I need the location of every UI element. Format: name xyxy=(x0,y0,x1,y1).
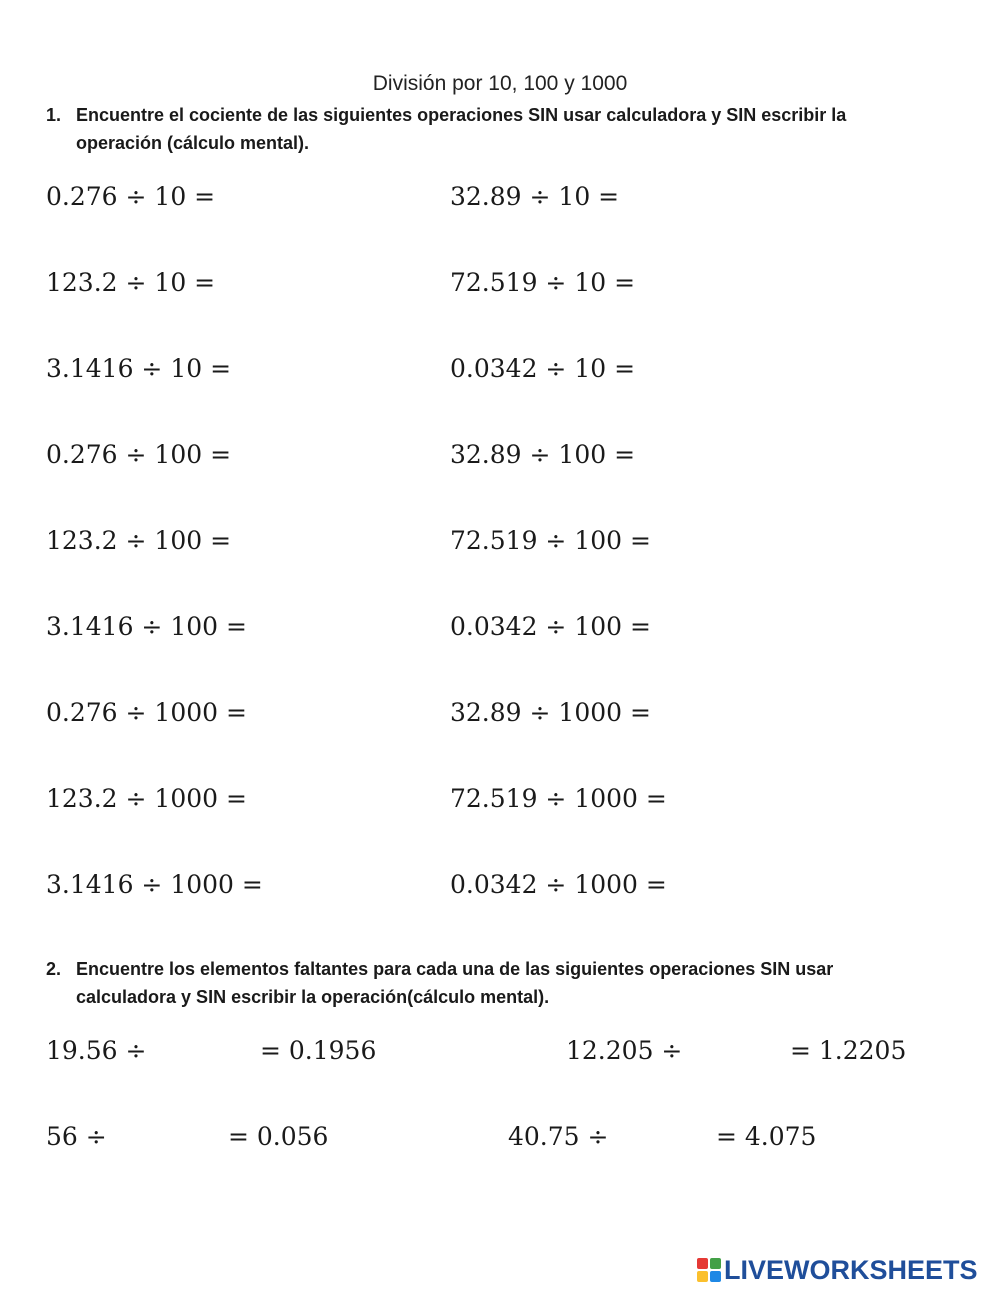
section1-instruction xyxy=(46,101,926,157)
logo-block-l xyxy=(697,1258,708,1269)
equation-right-4: 32.89 ÷ 100 = xyxy=(450,440,636,469)
missing-eq-1-right: = 0.1956 xyxy=(260,1036,377,1065)
equation-left-4: 0.276 ÷ 100 = xyxy=(46,440,232,469)
equation-left-8: 123.2 ÷ 1000 = xyxy=(46,784,247,813)
missing-eq-4-left: 40.75 ÷ xyxy=(508,1122,609,1151)
missing-eq-1-left: 19.56 ÷ xyxy=(46,1036,147,1065)
equation-right-1: 32.89 ÷ 10 = xyxy=(450,182,620,211)
logo-blocks-icon xyxy=(697,1258,721,1282)
missing-eq-4-right: = 4.075 xyxy=(716,1122,817,1151)
equation-right-2: 72.519 ÷ 10 = xyxy=(450,268,636,297)
equation-left-7: 0.276 ÷ 1000 = xyxy=(46,698,247,727)
missing-eq-3-left: 56 ÷ xyxy=(46,1122,107,1151)
equation-left-2: 123.2 ÷ 10 = xyxy=(46,268,216,297)
missing-eq-2-left: 12.205 ÷ xyxy=(566,1036,683,1065)
equation-left-3: 3.1416 ÷ 10 = xyxy=(46,354,232,383)
missing-eq-2-right: = 1.2205 xyxy=(790,1036,907,1065)
equation-right-5: 72.519 ÷ 100 = xyxy=(450,526,651,555)
equation-left-1: 0.276 ÷ 10 = xyxy=(46,182,216,211)
equation-left-6: 3.1416 ÷ 100 = xyxy=(46,612,247,641)
equation-right-3: 0.0342 ÷ 10 = xyxy=(450,354,636,383)
equation-left-5: 123.2 ÷ 100 = xyxy=(46,526,232,555)
logo-block-v xyxy=(697,1271,708,1282)
section1-number: 1. xyxy=(46,105,62,125)
equation-right-9: 0.0342 ÷ 1000 = xyxy=(450,870,667,899)
equation-right-8: 72.519 ÷ 1000 = xyxy=(450,784,667,813)
section2-number: 2. xyxy=(46,959,62,979)
section2-instruction-text: Encuentre los elementos faltantes para cada una de las siguientes operaciones SIN usar calculadora y SIN escribir la operación(cálculo mental). xyxy=(76,959,834,1007)
equation-right-7: 32.89 ÷ 1000 = xyxy=(450,698,651,727)
liveworksheets-logo xyxy=(697,1255,978,1285)
missing-eq-3-right: = 0.056 xyxy=(228,1122,329,1151)
logo-block-i xyxy=(710,1258,721,1269)
logo-block-e xyxy=(710,1271,721,1282)
equation-left-9: 3.1416 ÷ 1000 = xyxy=(46,870,263,899)
section1-instruction-text: Encuentre el cociente de las siguientes operaciones SIN usar calculadora y SIN escribir la operación (cálculo mental). xyxy=(76,105,847,153)
page-title: División por 10, 100 y 1000 xyxy=(372,72,628,95)
section2-instruction xyxy=(46,955,926,1011)
logo-text: LIVEWORKSHEETS xyxy=(724,1254,978,1285)
equation-right-6: 0.0342 ÷ 100 = xyxy=(450,612,651,641)
